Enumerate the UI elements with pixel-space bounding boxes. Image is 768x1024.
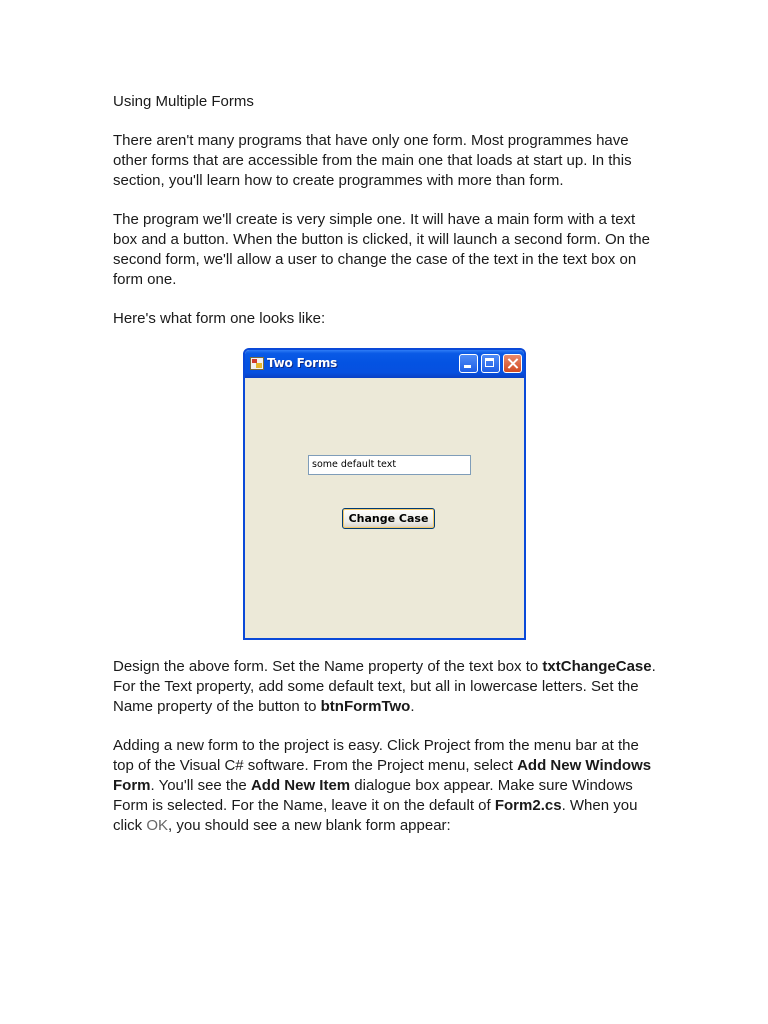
- ok-label: OK: [146, 817, 169, 834]
- change-case-button: Change Case: [342, 508, 435, 529]
- maximize-icon: [481, 354, 500, 373]
- add-new-form-paragraph: Adding a new form to the project is easy. Click Project from the menu bar at the top of the Visual C# software. From the Project menu, select Add New Windows Form. You'll see the Add New Item dialogue box appear. Make sure Windows Form is selected. For the Name, leave it on the default of Form2.cs. When you click OK, you should see a new blank form appear:: [113, 737, 652, 834]
- program-description-paragraph: The program we'll create is very simple one. It will have a main form with a text box and a button. When the button is clicked, it will launch a second form. On the second form, we'll allow a user to change the case of the text in the text box on form one.: [113, 211, 650, 288]
- form-one-caption: Here's what form one looks like:: [113, 310, 326, 327]
- application-icon: [250, 357, 264, 370]
- document-page: [113, 92, 658, 855]
- minimize-icon: [459, 354, 478, 373]
- two-forms-window: [243, 348, 526, 640]
- txt-change-case-textbox: some default text: [308, 455, 471, 475]
- btnformtwo-name: btnFormTwo: [320, 698, 411, 715]
- window-titlebar: [245, 350, 524, 378]
- intro-paragraph: There aren't many programs that have only one form. Most programmes have other forms that are accessible from the main one that loads at start up. In this section, you'll learn how to create programmes with more than form.: [113, 132, 632, 189]
- design-form-paragraph: Design the above form. Set the Name property of the text box to txtChangeCase. For the Text property, add some default text, but all in lowercase letters. Set the Name property of the button to btnFormTwo.: [113, 658, 656, 715]
- add-new-windows-form-label: Add New Windows Form: [113, 757, 652, 794]
- close-icon: [503, 354, 522, 373]
- window-title: Two Forms: [267, 356, 338, 370]
- form2-cs-label: Form2.cs: [494, 797, 562, 814]
- section-heading: Using Multiple Forms: [113, 93, 254, 110]
- txtchangecase-name: txtChangeCase: [542, 658, 652, 675]
- add-new-item-label: Add New Item: [250, 777, 351, 794]
